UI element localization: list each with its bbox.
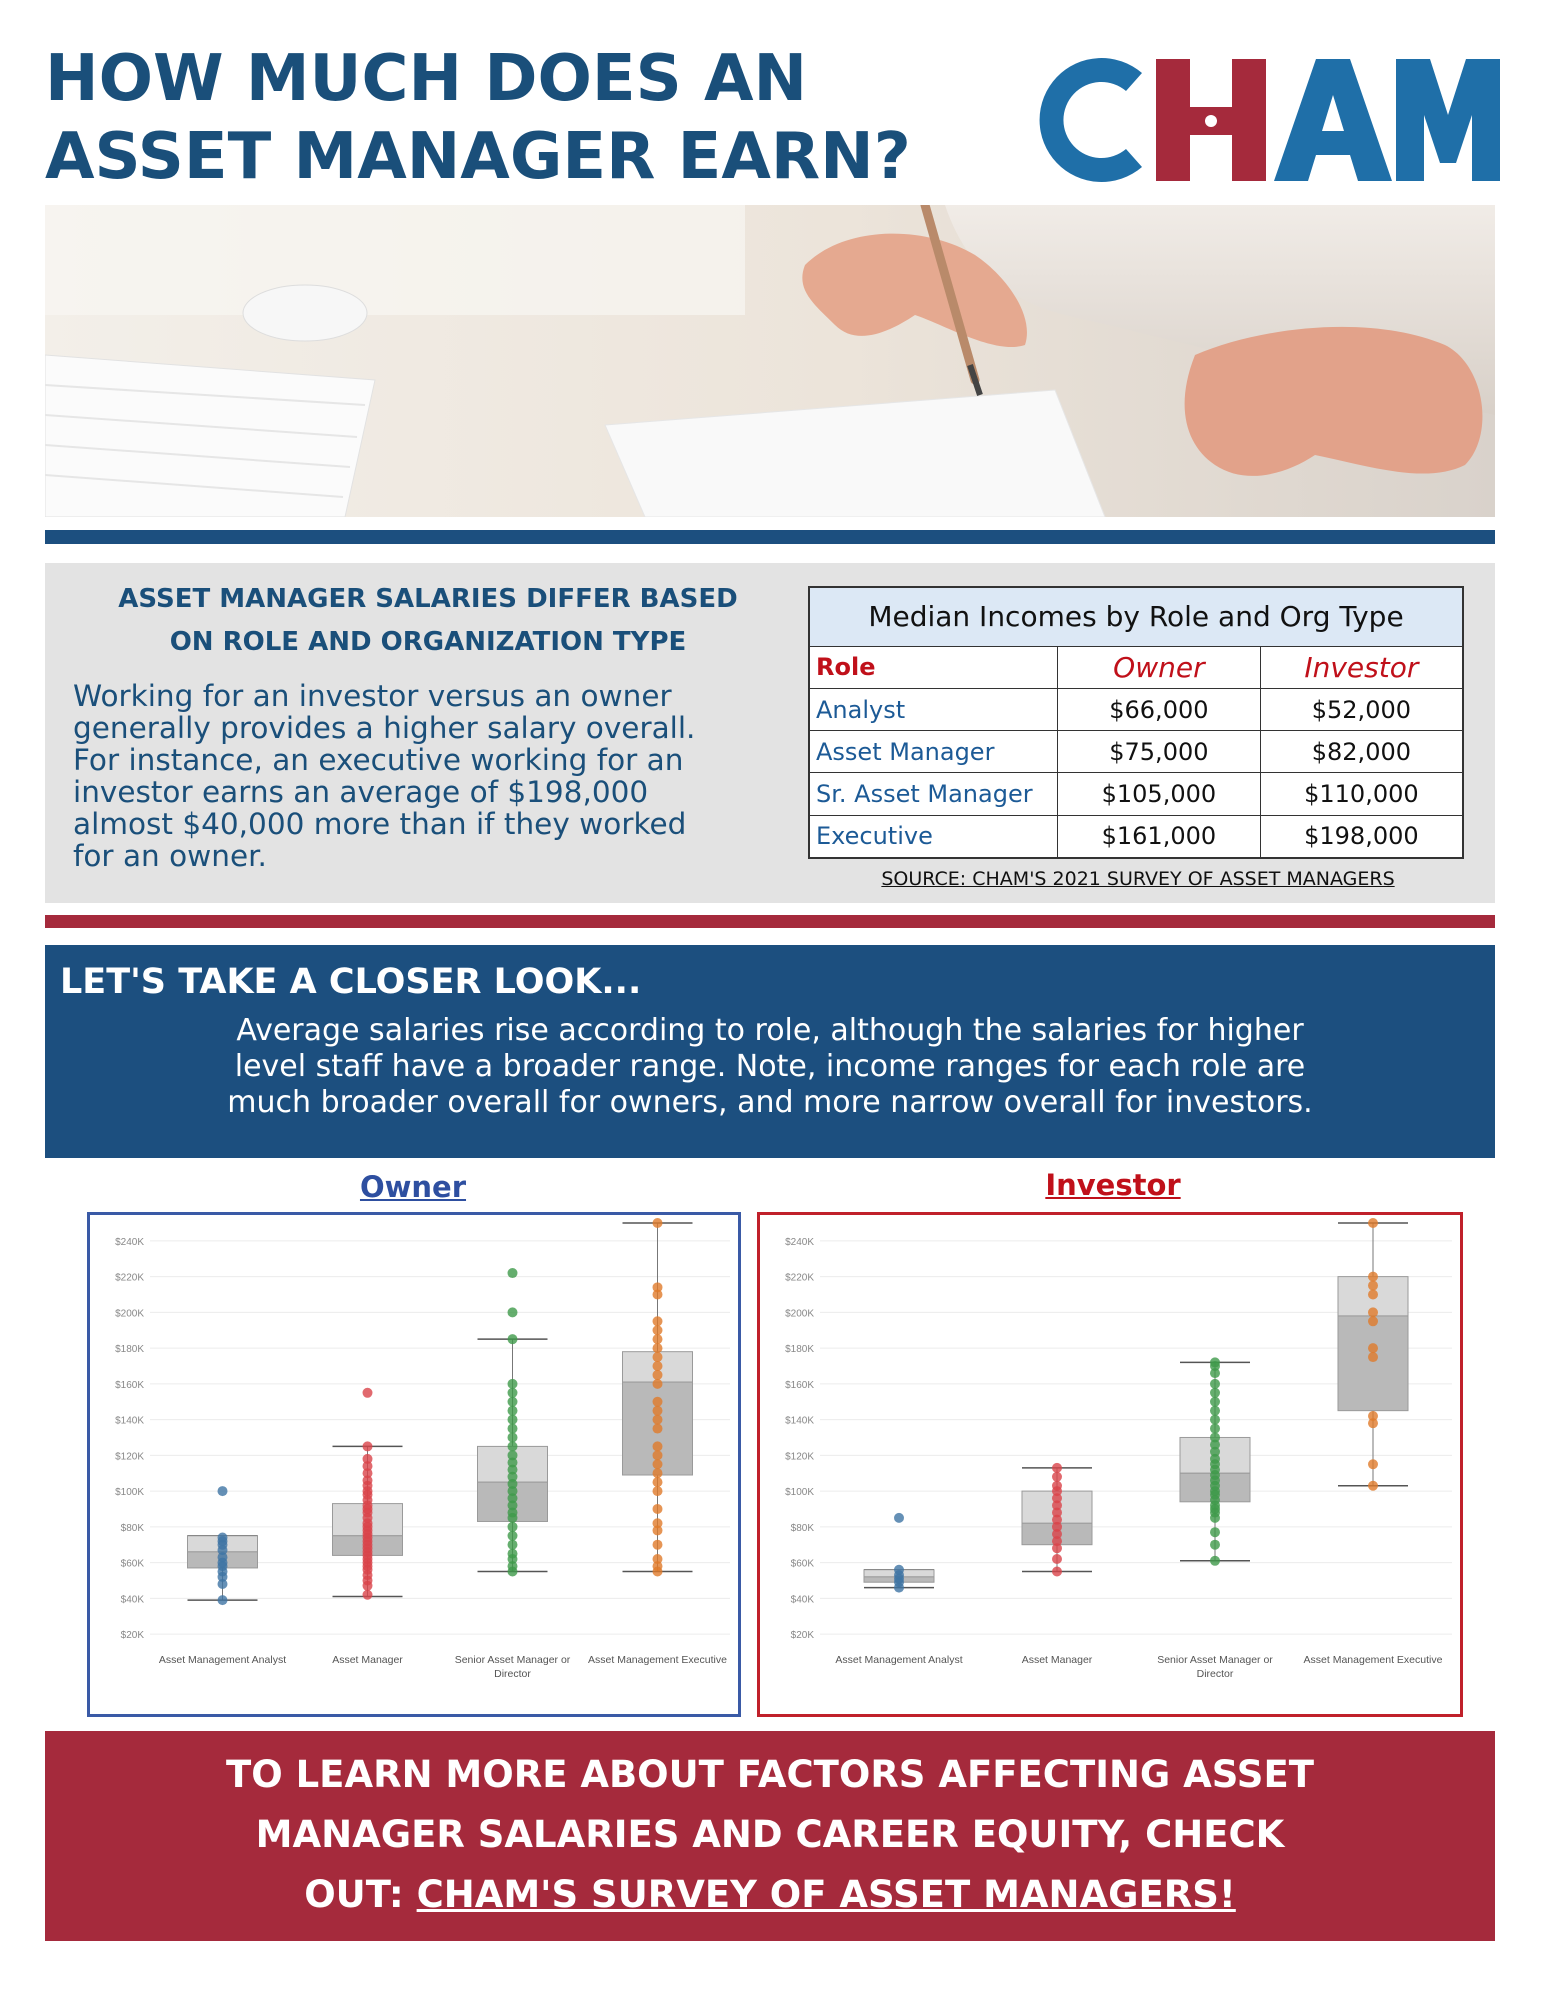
data-point [508, 1522, 518, 1532]
logo-letter-h-right [1232, 59, 1266, 181]
cham-logo [1030, 45, 1500, 195]
category-label: Asset Manager [1021, 1654, 1093, 1666]
logo-letter-c [1040, 58, 1142, 182]
data-point [653, 1450, 663, 1460]
y-tick-label: $40K [120, 1594, 144, 1606]
y-tick-label: $240K [115, 1236, 144, 1248]
data-point [508, 1450, 518, 1460]
data-point [1368, 1281, 1378, 1291]
table-caption: Median Incomes by Role and Org Type [809, 587, 1463, 646]
data-point [653, 1441, 663, 1451]
data-point [653, 1424, 663, 1434]
median-income-table [808, 586, 1464, 859]
title-line-1: HOW MUCH DOES AN [45, 42, 808, 116]
table-source: SOURCE: CHAM'S 2021 SURVEY OF ASSET MANAGERS [881, 868, 1395, 890]
data-point [1210, 1540, 1220, 1550]
data-point [508, 1549, 518, 1559]
y-tick-label: $100K [785, 1487, 814, 1499]
data-point [508, 1424, 518, 1434]
logo-letter-m [1396, 59, 1500, 181]
data-point [653, 1282, 663, 1292]
y-tick-label: $160K [115, 1379, 144, 1391]
survey-link[interactable]: CHAM'S SURVEY OF ASSET MANAGERS! [416, 1873, 1236, 1916]
table-row [809, 815, 1463, 858]
data-point [653, 1504, 663, 1514]
y-tick-label: $60K [790, 1558, 814, 1570]
data-point [653, 1361, 663, 1371]
data-point [363, 1590, 373, 1600]
y-tick-label: $80K [790, 1522, 814, 1534]
y-tick-label: $40K [790, 1594, 814, 1606]
table-cell-investor: $198,000 [1260, 815, 1463, 858]
data-point [653, 1379, 663, 1389]
table-cell-investor: $82,000 [1260, 731, 1463, 773]
category-label: Senior Asset Manager or [454, 1654, 571, 1666]
owner-chart-frame [87, 1212, 741, 1717]
data-point [508, 1379, 518, 1389]
closer-look-line-3: much broader overall for owners, and more narrow overall for investors. [227, 1085, 1313, 1120]
data-point [1368, 1289, 1378, 1299]
data-point [218, 1595, 228, 1605]
table-cell-role: Sr. Asset Manager [809, 773, 1058, 815]
cta-line-1: TO LEARN MORE ABOUT FACTORS AFFECTING ASSET [226, 1753, 1314, 1796]
data-point [1210, 1388, 1220, 1398]
summary-body-line-2: generally provides a higher salary overall. [73, 711, 696, 745]
data-point [894, 1513, 904, 1523]
data-point [653, 1343, 663, 1353]
data-point [508, 1432, 518, 1442]
data-point [218, 1486, 228, 1496]
data-point [1368, 1459, 1378, 1469]
table-row [809, 773, 1463, 815]
table-row [809, 688, 1463, 730]
data-point [508, 1397, 518, 1407]
table-cell-owner: $66,000 [1058, 688, 1261, 730]
data-point [1210, 1397, 1220, 1407]
y-tick-label: $120K [785, 1451, 814, 1463]
data-point [363, 1454, 373, 1464]
y-tick-label: $180K [115, 1344, 144, 1356]
data-point [653, 1370, 663, 1380]
data-point [653, 1554, 663, 1564]
data-point [363, 1441, 373, 1451]
divider-blue [45, 530, 1495, 544]
category-label: Director [494, 1668, 531, 1680]
summary-body-line-1: Working for an investor versus an owner [73, 679, 672, 713]
data-point [1210, 1406, 1220, 1416]
data-point [653, 1468, 663, 1478]
data-point [1052, 1481, 1062, 1491]
cta-line-3 [60, 1865, 1480, 1925]
y-tick-label: $20K [120, 1630, 144, 1642]
data-point [653, 1218, 663, 1228]
resting-hand [1185, 327, 1483, 476]
title-line-2: ASSET MANAGER EARN? [45, 120, 911, 194]
data-point [508, 1415, 518, 1425]
table-cell-investor: $52,000 [1260, 688, 1463, 730]
data-point [1368, 1352, 1378, 1362]
data-point [1368, 1481, 1378, 1491]
y-tick-label: $160K [785, 1379, 814, 1391]
data-point [653, 1316, 663, 1326]
y-tick-label: $240K [785, 1236, 814, 1248]
summary-heading-line-2: ON ROLE AND ORGANIZATION TYPE [169, 627, 687, 657]
closer-look-heading: LET'S TAKE A CLOSER LOOK... [60, 962, 642, 1002]
hero-photo [45, 205, 1495, 517]
owner-chart-title: Owner [359, 1170, 467, 1204]
data-point [1210, 1379, 1220, 1389]
data-point [1210, 1415, 1220, 1425]
summary-heading-line-1: ASSET MANAGER SALARIES DIFFER BASED [118, 584, 738, 614]
data-point [1368, 1218, 1378, 1228]
data-point [653, 1518, 663, 1528]
data-point [508, 1441, 518, 1451]
table-header-owner: Owner [1058, 646, 1261, 688]
data-point [1368, 1307, 1378, 1317]
mouse [243, 285, 367, 341]
data-point [1368, 1343, 1378, 1353]
y-tick-label: $200K [115, 1308, 144, 1320]
summary-body-line-6: for an owner. [73, 839, 267, 873]
category-label: Director [1196, 1668, 1234, 1680]
cta-line-3-prefix: OUT: [304, 1873, 417, 1916]
logo-dot [1205, 115, 1217, 127]
keyboard [45, 355, 375, 517]
table-cell-role: Asset Manager [809, 731, 1058, 773]
category-label: Senior Asset Manager or [1157, 1654, 1273, 1666]
data-point [1052, 1554, 1062, 1564]
data-point [218, 1533, 228, 1543]
data-point [1052, 1567, 1062, 1577]
investor-chart-title: Investor [1045, 1168, 1181, 1202]
investor-box-plot [760, 1215, 1460, 1714]
data-point [653, 1540, 663, 1550]
closer-look-line-1: Average salaries rise according to role, although the salaries for higher [236, 1013, 1304, 1048]
data-point [1210, 1357, 1220, 1367]
data-point [653, 1352, 663, 1362]
divider-red [45, 915, 1495, 928]
data-point [1052, 1472, 1062, 1482]
data-point [1210, 1424, 1220, 1434]
summary-body-line-5: almost $40,000 more than if they worked [73, 807, 687, 841]
y-tick-label: $140K [785, 1415, 814, 1427]
data-point [1052, 1463, 1062, 1473]
data-point [1368, 1272, 1378, 1282]
y-tick-label: $20K [790, 1630, 814, 1642]
y-tick-label: $200K [785, 1308, 814, 1320]
category-label: Asset Management Executive [588, 1654, 727, 1666]
data-point [653, 1459, 663, 1469]
data-point [1210, 1432, 1220, 1442]
data-point [508, 1334, 518, 1344]
data-point [1368, 1316, 1378, 1326]
data-point [508, 1268, 518, 1278]
data-point [653, 1397, 663, 1407]
data-point [508, 1388, 518, 1398]
data-point [508, 1307, 518, 1317]
data-point [508, 1540, 518, 1550]
data-point [894, 1565, 904, 1575]
category-label: Asset Management Executive [1303, 1654, 1443, 1666]
y-tick-label: $140K [115, 1415, 144, 1427]
y-tick-label: $180K [785, 1344, 814, 1356]
y-tick-label: $220K [115, 1272, 144, 1284]
table-header-role: Role [809, 646, 1058, 688]
data-point [653, 1334, 663, 1344]
page-title [45, 40, 1025, 196]
table-cell-owner: $161,000 [1058, 815, 1261, 858]
table-cell-role: Executive [809, 815, 1058, 858]
table-cell-role: Analyst [809, 688, 1058, 730]
summary-body-line-4: investor earns an average of $198,000 [73, 775, 649, 809]
data-point [653, 1406, 663, 1416]
closer-look-line-2: level staff have a broader range. Note, income ranges for each role are [234, 1049, 1306, 1084]
data-point [653, 1415, 663, 1425]
data-point [653, 1477, 663, 1487]
table-cell-owner: $105,000 [1058, 773, 1261, 815]
data-point [1368, 1411, 1378, 1421]
y-tick-label: $60K [120, 1558, 144, 1570]
table-cell-owner: $75,000 [1058, 731, 1261, 773]
cta-text [60, 1745, 1480, 1925]
y-tick-label: $100K [115, 1487, 144, 1499]
data-point [653, 1325, 663, 1335]
y-tick-label: $80K [120, 1522, 144, 1534]
owner-box-plot [90, 1215, 738, 1714]
table-cell-investor: $110,000 [1260, 773, 1463, 815]
table-header-investor: Investor [1260, 646, 1463, 688]
category-label: Asset Management Analyst [158, 1654, 287, 1666]
data-point [508, 1531, 518, 1541]
summary-body-line-3: For instance, an executive working for an [73, 743, 684, 777]
data-point [1210, 1556, 1220, 1566]
summary-heading [58, 578, 798, 664]
y-tick-label: $120K [115, 1451, 144, 1463]
category-label: Asset Manager [332, 1654, 403, 1666]
data-point [508, 1406, 518, 1416]
logo-letter-a [1274, 59, 1392, 181]
investor-chart-frame [757, 1212, 1463, 1717]
closer-look-body [80, 1013, 1460, 1121]
category-label: Asset Management Analyst [835, 1654, 963, 1666]
summary-body [73, 680, 813, 872]
cta-line-2: MANAGER SALARIES AND CAREER EQUITY, CHECK [255, 1813, 1285, 1856]
table-row [809, 731, 1463, 773]
y-tick-label: $220K [785, 1272, 814, 1284]
data-point [363, 1388, 373, 1398]
logo-letter-h-left [1156, 59, 1190, 181]
data-point [653, 1486, 663, 1496]
box-lower [1338, 1316, 1408, 1411]
data-point [1210, 1527, 1220, 1537]
